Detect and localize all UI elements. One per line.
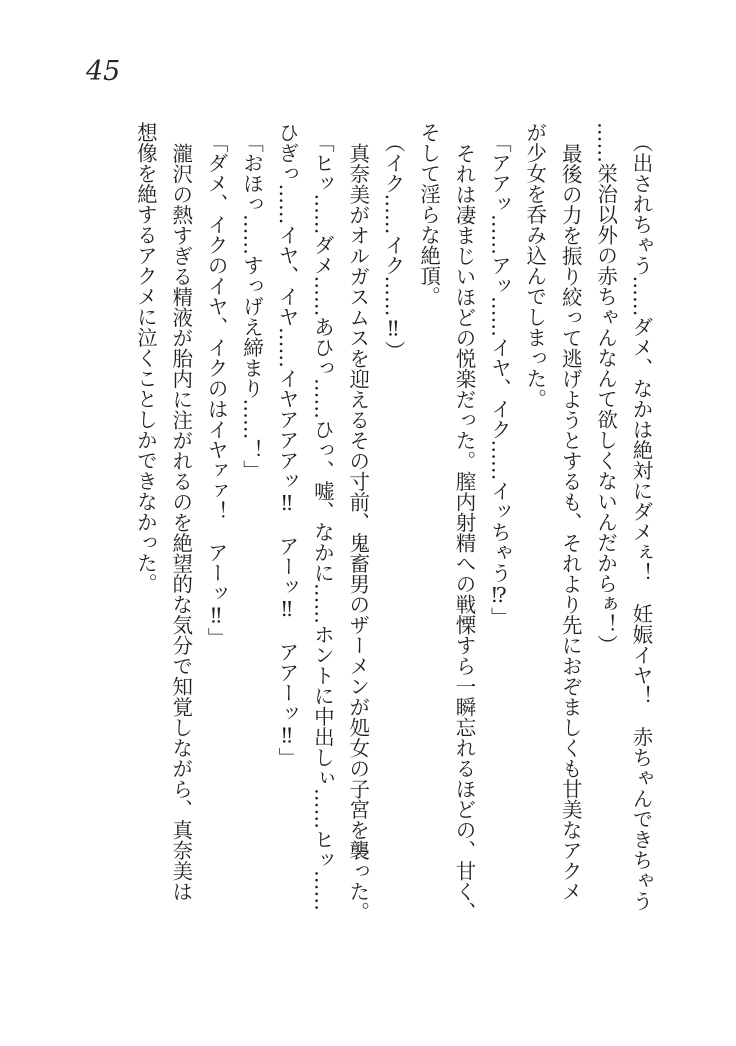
text-column: そして淫らな絶頂。 — [416, 122, 441, 307]
text-column: 「おほっ……すっげえ締まり……！」 — [239, 132, 264, 481]
text-column: 「ダメ、イクのイヤ、イクのはイヤァァ！ アーッ‼」 — [204, 132, 229, 649]
text-column: 真奈美がオルガスムスを迎えるその寸前、鬼畜男のザーメンが処女の子宮を襲った。 — [345, 142, 370, 922]
paragraph-narration — [339, 122, 374, 950]
text-column: 瀧沢の熱すぎる精液が胎内に注がれるのを絶望的な気分で知覚しながら、真奈美は — [168, 142, 193, 901]
text-column: が少女を呑み込んでしまった。 — [522, 122, 547, 409]
text-column: ひぎっ……イヤ、イヤ……イヤアアアッ‼ アーッ‼ アアーッ‼」 — [274, 122, 299, 768]
paragraph-dialogue — [198, 122, 233, 950]
paragraph-narration — [516, 122, 587, 950]
paragraph-narration — [410, 122, 481, 950]
paragraph-dialogue — [269, 122, 340, 950]
paragraph-thought — [587, 122, 658, 950]
text-column: それは凄まじいほどの悦楽だった。膣内射精への戦慄すら一瞬忘れるほどの、甘く、 — [451, 142, 476, 922]
text-column: （イク……イク……‼） — [381, 132, 406, 362]
text-column: 最後の力を振り絞って逃げようとするも、それより先におぞましくも甘美なアクメ — [558, 142, 583, 901]
text-column: 「アアッ……アッ……イヤ、イク……イッちゃう⁉」 — [487, 132, 512, 628]
paragraph-dialogue — [233, 122, 268, 950]
page-number: 45 — [86, 56, 121, 87]
body-text — [122, 122, 658, 950]
text-column: 「ヒッ……ダメ……あひっ……ひっ、嘘、なかに……ホントに中出しぃ……ヒッ…… — [310, 132, 335, 912]
text-column: （出されちゃう……ダメ、なかは絶対にダメぇ！ 妊娠イヤ！ 赤ちゃんできちゃう — [629, 132, 653, 912]
paragraph-thought — [375, 122, 410, 950]
paragraph-narration — [127, 122, 198, 950]
text-column: ……栄治以外の赤ちゃんなんて欲しくないんだからぁ！） — [593, 122, 618, 655]
text-column: 想像を絶するアクメに泣くことしかできなかった。 — [133, 122, 158, 594]
paragraph-dialogue — [481, 122, 516, 950]
